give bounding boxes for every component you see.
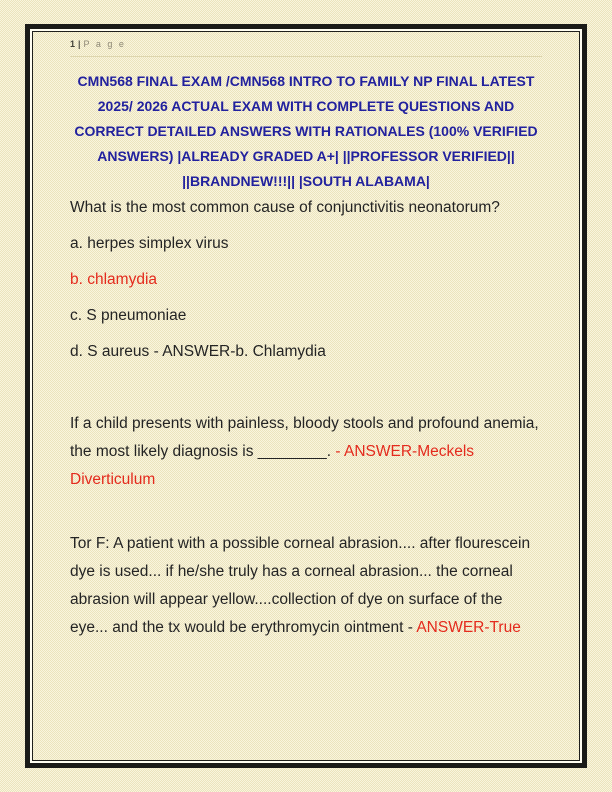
question-1-prompt: What is the most common cause of conjunctivitis neonatorum? — [70, 199, 500, 216]
question-1-option-d: d. S aureus - ANSWER-b. Chlamydia — [70, 343, 326, 360]
question-1-option-b-answer: b. chlamydia — [70, 271, 158, 288]
page-header-separator: | — [78, 39, 81, 49]
document-title-line-1: CMN568 FINAL EXAM /CMN568 INTRO TO FAMILY NP FINAL LATEST — [77, 73, 535, 89]
document-title-line-3: CORRECT DETAILED ANSWERS WITH RATIONALES (100% VERIFIED — [74, 123, 538, 139]
question-3 — [70, 530, 542, 642]
page-header — [70, 38, 542, 57]
document-title-line-2: 2025/ 2026 ACTUAL EXAM WITH COMPLETE QUESTIONS AND — [97, 98, 515, 114]
paragraph-spacer — [70, 374, 542, 410]
question-1-option-a: a. herpes simplex virus — [70, 235, 229, 252]
page-border-inner — [32, 31, 580, 761]
document-title-line-5: ||BRANDNEW!!!|| |SOUTH ALABAMA| — [182, 173, 430, 189]
page-border-frame — [25, 24, 587, 768]
question-3-answer: ANSWER-True — [416, 619, 521, 636]
document-title-line-4: ANSWERS) |ALREADY GRADED A+| ||PROFESSOR VERIFIED|| — [97, 148, 515, 164]
question-2-text: If a child presents with painless, bloody stools and profound anemia, the most likely diagnosis is ________. — [70, 415, 539, 460]
question-2 — [70, 410, 542, 494]
page-header-label: P a g e — [83, 39, 126, 49]
paragraph-spacer — [70, 502, 542, 530]
question-2-answer: - ANSWER-Meckels Diverticulum — [70, 443, 475, 488]
document-title — [70, 69, 542, 194]
question-1-option-c: c. S pneumoniae — [70, 307, 187, 324]
page-number: 1 — [70, 39, 76, 49]
question-3-text: Tor F: A patient with a possible corneal abrasion.... after flourescein dye is used... if he/she truly has a corneal abrasion... the corneal abrasion will appear yellow....collection of dye on surface of the eye... and the tx would be erythromycin ointment - — [70, 535, 531, 636]
page-content — [33, 32, 579, 760]
